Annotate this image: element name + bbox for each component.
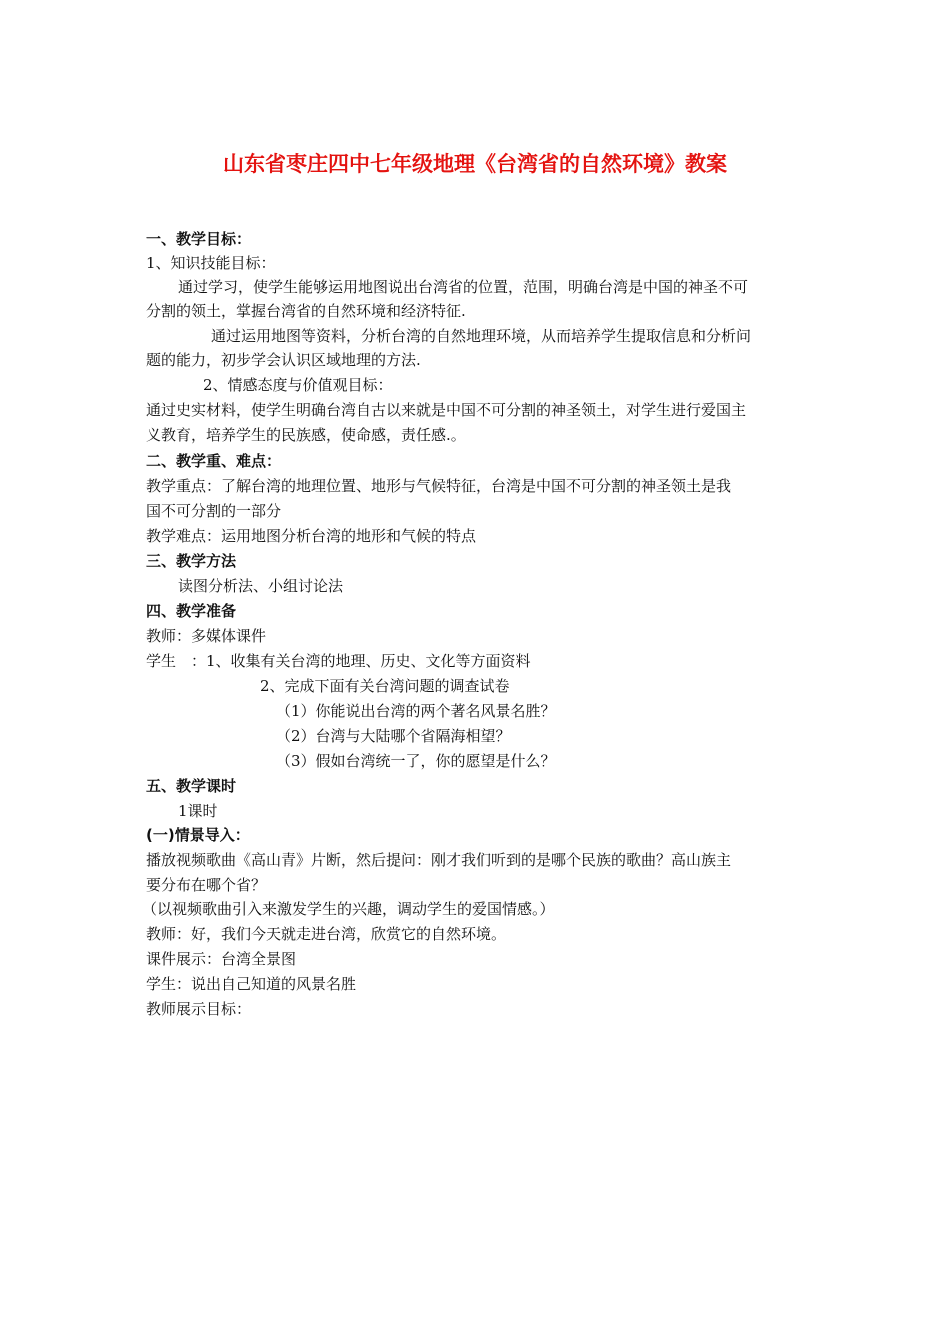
section-heading-preparation: 四、教学准备 [146,602,237,620]
document-title: 山东省枣庄四中七年级地理《台湾省的自然环境》教案 [223,152,727,176]
paragraph-line: 分割的领土，掌握台湾省的自然环境和经济特征. [146,302,466,320]
paragraph-line: 1课时 [178,802,218,820]
subheading-knowledge-skills: 1、知识技能目标： [146,254,276,272]
survey-question: （1）你能说出台湾的两个著名风景名胜？ [276,702,556,720]
survey-question: （3）假如台湾统一了，你的愿望是什么？ [276,752,556,770]
paragraph-line: 教师：多媒体课件 [146,627,267,645]
paragraph-line: 教学重点：了解台湾的地理位置、地形与气候特征，台湾是中国不可分割的神圣领土是我 [146,477,732,495]
paragraph-line: 要分布在哪个省？ [146,876,267,894]
paragraph-line: （以视频歌曲引入来激发学生的兴趣，调动学生的爱国情感。） [142,900,555,918]
paragraph-line: 通过学习，使学生能够运用地图说出台湾省的位置，范围，明确台湾是中国的神圣不可 [178,278,749,296]
paragraph-line: 教学难点：运用地图分析台湾的地形和气候的特点 [146,527,477,545]
section-heading-intro: (一)情景导入： [146,826,250,844]
paragraph-line: 教师展示目标： [146,1000,252,1018]
paragraph-line: 课件展示：台湾全景图 [146,950,297,968]
section-heading-methods: 三、教学方法 [146,552,237,570]
paragraph-line: 题的能力，初步学会认识区域地理的方法. [146,351,421,369]
paragraph-line: 播放视频歌曲《高山青》片断，然后提问：刚才我们听到的是哪个民族的歌曲？高山族主 [146,851,732,869]
paragraph-line: 学生 ：1、收集有关台湾的地理、历史、文化等方面资料 [146,652,531,670]
section-heading-objectives: 一、教学目标： [146,230,252,248]
paragraph-line: 学生：说出自己知道的风景名胜 [146,975,357,993]
section-heading-key-points: 二、教学重、难点： [146,452,282,470]
paragraph-line: 国不可分割的一部分 [146,502,282,520]
paragraph-line: 通过史实材料，使学生明确台湾自古以来就是中国不可分割的神圣领土，对学生进行爱国主 [146,401,747,419]
paragraph-line: 读图分析法、小组讨论法 [178,577,344,595]
paragraph-line: 义教育，培养学生的民族感，使命感，责任感.。 [146,426,466,444]
survey-question: （2）台湾与大陆哪个省隔海相望？ [276,727,511,745]
section-heading-periods: 五、教学课时 [146,777,237,795]
subheading-attitude-values: 2、情感态度与价值观目标： [203,376,393,394]
paragraph-line: 通过运用地图等资料，分析台湾的自然地理环境，从而培养学生提取信息和分析问 [211,327,752,345]
paragraph-line: 教师：好，我们今天就走进台湾，欣赏它的自然环境。 [146,925,507,943]
paragraph-line: 2、完成下面有关台湾问题的调查试卷 [260,677,510,695]
